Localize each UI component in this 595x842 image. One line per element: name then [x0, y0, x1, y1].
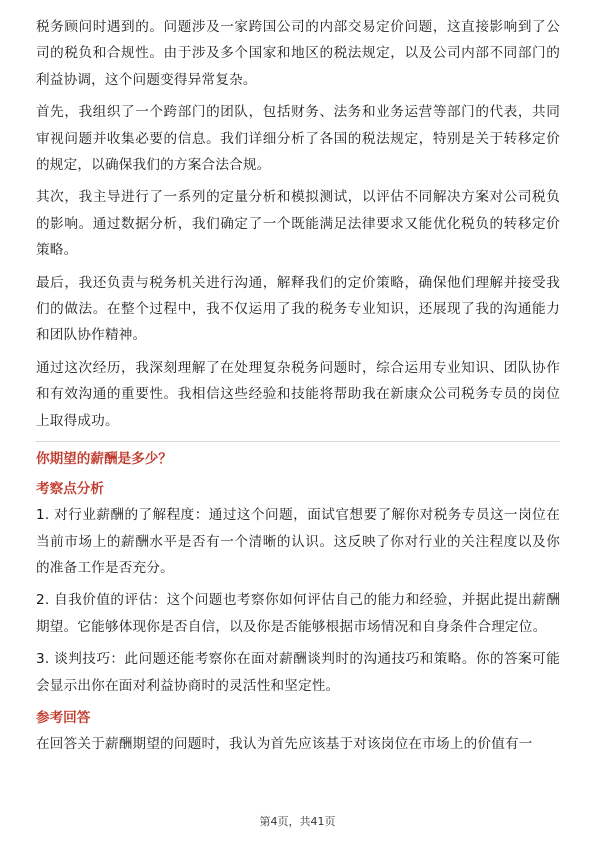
section-divider: [36, 441, 560, 442]
document-page: [36, 14, 560, 763]
analysis-point: 1. 对行业薪酬的了解程度：通过这个问题，面试官想要了解你对税务专员这一岗位在当前市场上的薪酬水平是否有一个清晰的认识。这反映了你对行业的关注程度以及你的准备工作是否充分。: [36, 507, 560, 576]
analysis-heading: 考察点分析: [36, 481, 104, 498]
answer-heading: 参考回答: [36, 709, 91, 726]
intro-paragraph: 通过这次经历，我深刻理解了在处理复杂税务问题时，综合运用专业知识、团队协作和有效沟通的重要性。我相信这些经验和技能将帮助我在新康众公司税务专员的岗位上取得成功。: [36, 359, 560, 429]
analysis-list: [36, 502, 560, 699]
page-footer: 第4页，共41页: [259, 815, 336, 828]
answer-paragraph: 在回答关于薪酬期望的问题时，我认为首先应该基于对该岗位在市场上的价值有一: [36, 735, 533, 752]
intro-paragraph: 最后，我还负责与税务机关进行沟通，解释我们的定价策略，确保他们理解并接受我们的做法。在整个过程中，我不仅运用了我的税务专业知识，还展现了我的沟通能力和团队协作精神。: [36, 274, 560, 344]
intro-paragraph: 税务顾问时遇到的。问题涉及一家跨国公司的内部交易定价问题，这直接影响到了公司的税负和合规性。由于涉及多个国家和地区的税法规定，以及公司内部不同部门的利益协调，这个问题变得异常复杂。: [36, 19, 560, 88]
question-heading: 你期望的薪酬是多少？: [36, 451, 172, 468]
analysis-point: 2. 自我价值的评估：这个问题也考察你如何评估自己的能力和经验，并据此提出薪酬期望。它能够体现你是否自信，以及你是否能够根据市场情况和自身条件合理定位。: [36, 592, 560, 635]
intro-paragraph: 首先，我组织了一个跨部门的团队，包括财务、法务和业务运营等部门的代表，共同审视问题并收集必要的信息。我们详细分析了各国的税法规定，特别是关于转移定价的规定，以确保我们的方案合法合规。: [36, 104, 560, 174]
analysis-point: 3. 谈判技巧：此问题还能考察你在面对薪酬谈判时的沟通技巧和策略。你的答案可能会显示出你在面对利益协商时的灵活性和坚定性。: [36, 651, 560, 694]
intro-paragraph: 其次，我主导进行了一系列的定量分析和模拟测试，以评估不同解决方案对公司税负的影响。通过数据分析，我们确定了一个既能满足法律要求又能优化税负的转移定价策略。: [36, 189, 560, 259]
intro-section: [36, 14, 560, 434]
